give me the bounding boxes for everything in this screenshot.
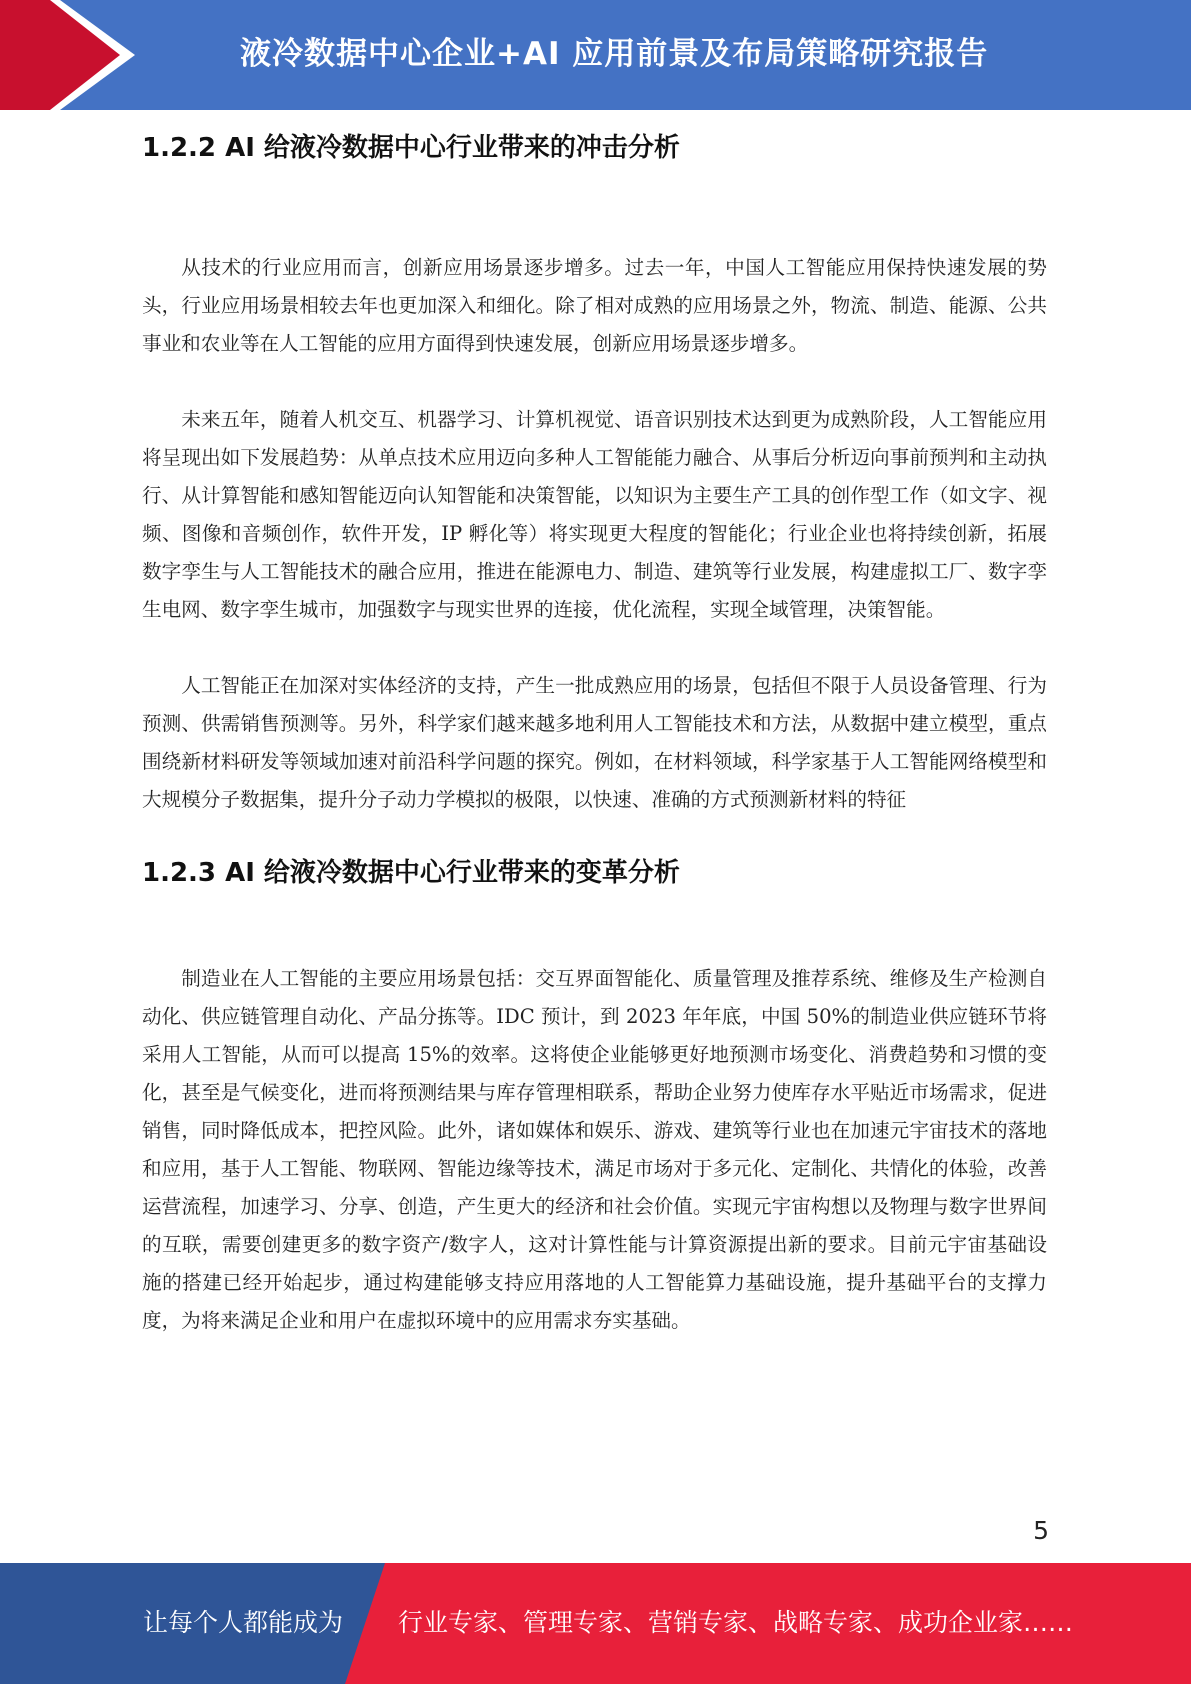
arrow-decoration bbox=[0, 0, 160, 110]
section-heading-1-2-2: 1.2.2 AI 给液冷数据中心行业带来的冲击分析 bbox=[142, 133, 680, 163]
header-banner bbox=[0, 0, 1191, 110]
paragraph: 未来五年，随着人机交互、机器学习、计算机视觉、语音识别技术达到更为成熟阶段，人工智能应用将呈现出如下发展趋势：从单点技术应用迈向多种人工智能能力融合、从事后分析迈向事前预判和主动执行、从计算智能和感知智能迈向认知智能和决策智能，以知识为主要生产工具的创作型工作（如文字、视频、图像和音频创作，软件开发，IP 孵化等）将实现更大程度的智能化；行业企业也将持续创新，拓展数字孪生与人工智能技术的融合应用，推进在能源电力、制造、建筑等行业发展，构建虚拟工厂、数字孪生电网、数字孪生城市，加强数字与现实世界的连接，优化流程，实现全域管理，决策智能。 bbox=[142, 408, 1047, 621]
report-title: 液冷数据中心企业+AI 应用前景及布局策略研究报告 bbox=[240, 36, 989, 72]
footer-slogan-left: 让每个人都能成为 bbox=[143, 1608, 344, 1637]
page-number: 5 bbox=[1033, 1516, 1049, 1545]
paragraph: 制造业在人工智能的主要应用场景包括：交互界面智能化、质量管理及推荐系统、维修及生产检测自动化、供应链管理自动化、产品分拣等。IDC 预计，到 2023 年年底，中国 50%的制造业供应链环节将采用人工智能，从而可以提高 15%的效率。这将使企业能够更好地预测市场变化、消费趋势和习惯的变化，甚至是气候变化，进而将预测结果与库存管理相联系，帮助企业努力使库存水平贴近市场需求，促进销售，同时降低成本，把控风险。此外，诸如媒体和娱乐、游戏、建筑等行业也在加速元宇宙技术的落地和应用，基于人工智能、物联网、智能边缘等技术，满足市场对于多元化、定制化、共情化的体验，改善运营流程，加速学习、分享、创造，产生更大的经济和社会价值。实现元宇宙构想以及物理与数字世界间的互联，需要创建更多的数字资产/数字人，这对计算性能与计算资源提出新的要求。目前元宇宙基础设施的搭建已经开始起步，通过构建能够支持应用落地的人工智能算力基础设施，提升基础平台的支撑力度，为将来满足企业和用户在虚拟环境中的应用需求夯实基础。 bbox=[142, 967, 1047, 1332]
paragraph: 从技术的行业应用而言，创新应用场景逐步增多。过去一年，中国人工智能应用保持快速发展的势头，行业应用场景相较去年也更加深入和细化。除了相对成熟的应用场景之外，物流、制造、能源、公共事业和农业等在人工智能的应用方面得到快速发展，创新应用场景逐步增多。 bbox=[142, 256, 1047, 355]
section-heading-1-2-3: 1.2.3 AI 给液冷数据中心行业带来的变革分析 bbox=[142, 858, 680, 888]
footer-banner bbox=[0, 1563, 1191, 1684]
document-body bbox=[142, 128, 1047, 1340]
footer-slogan-right: 行业专家、管理专家、营销专家、战略专家、成功企业家…… bbox=[398, 1608, 1074, 1637]
paragraph: 人工智能正在加深对实体经济的支持，产生一批成熟应用的场景，包括但不限于人员设备管理、行为预测、供需销售预测等。另外，科学家们越来越多地利用人工智能技术和方法，从数据中建立模型，重点围绕新材料研发等领域加速对前沿科学问题的探究。例如，在材料领域，科学家基于人工智能网络模型和大规模分子数据集，提升分子动力学模拟的极限，以快速、准确的方式预测新材料的特征 bbox=[142, 674, 1047, 811]
